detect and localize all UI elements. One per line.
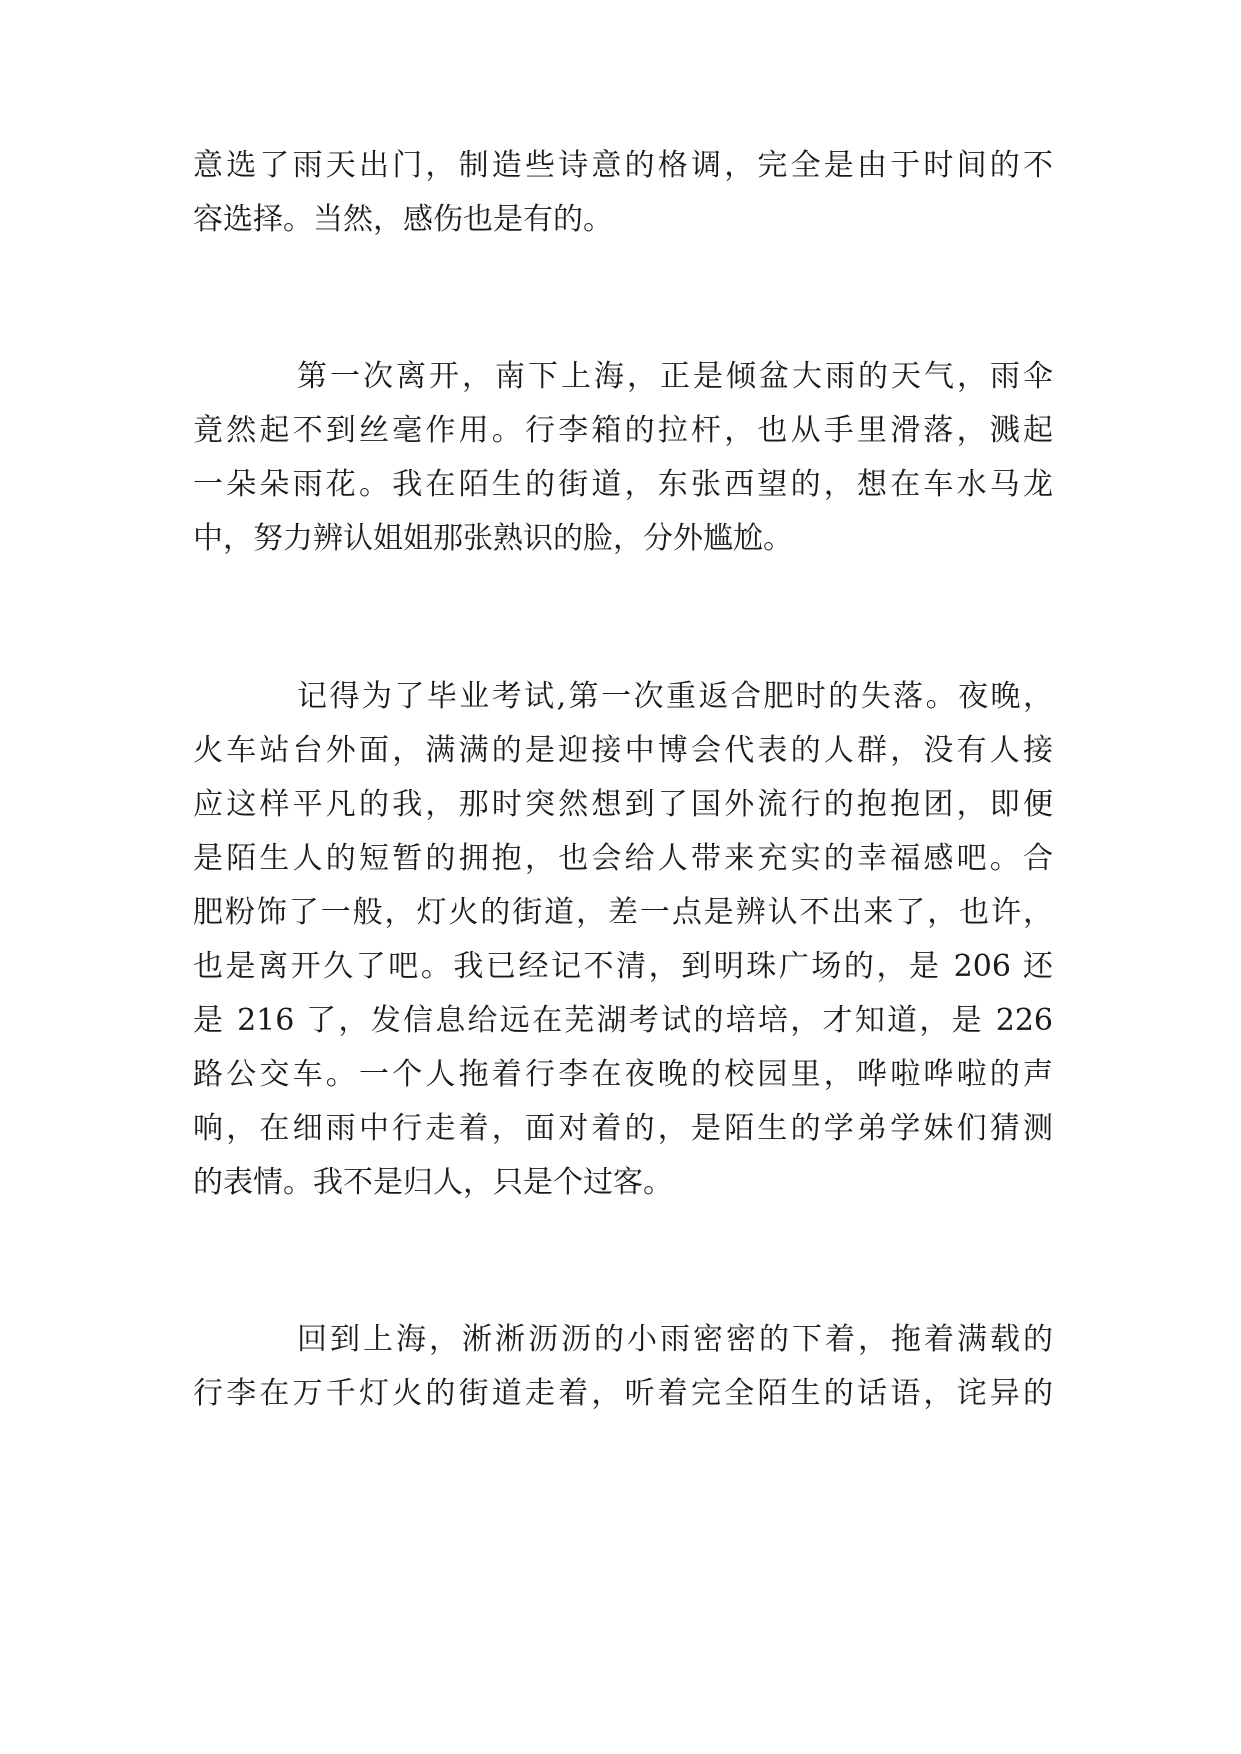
text-line: 应这样平凡的我，那时突然想到了国外流行的抱抱团，即便 bbox=[193, 787, 1053, 822]
text-line: 的表情。我不是归人，只是个过客。 bbox=[193, 1165, 673, 1200]
text-line: 火车站台外面，满满的是迎接中博会代表的人群，没有人接 bbox=[193, 733, 1053, 768]
text-line: 第一次离开，南下上海，正是倾盆大雨的天气，雨伞 bbox=[297, 359, 1053, 394]
text-line: 记得为了毕业考试,第一次重返合肥时的失落。夜晚， bbox=[297, 679, 1053, 714]
text-line: 响，在细雨中行走着，面对着的，是陌生的学弟学妹们猜测 bbox=[193, 1111, 1053, 1146]
text-line: 是 216 了，发信息给远在芜湖考试的培培，才知道，是 226 bbox=[193, 1003, 1053, 1038]
text-line: 也是离开久了吧。我已经记不清，到明珠广场的，是 206 还 bbox=[193, 949, 1053, 984]
text-line: 路公交车。一个人拖着行李在夜晚的校园里，哗啦哗啦的声 bbox=[193, 1057, 1053, 1092]
text-line: 肥粉饰了一般，灯火的街道，差一点是辨认不出来了，也许， bbox=[193, 895, 1053, 930]
text-line: 容选择。当然，感伤也是有的。 bbox=[193, 202, 613, 237]
text-line: 中，努力辨认姐姐那张熟识的脸，分外尴尬。 bbox=[193, 521, 793, 556]
text-line: 是陌生人的短暂的拥抱，也会给人带来充实的幸福感吧。合 bbox=[193, 841, 1053, 876]
text-line: 行李在万千灯火的街道走着，听着完全陌生的话语，诧异的 bbox=[193, 1376, 1053, 1411]
text-line: 回到上海，淅淅沥沥的小雨密密的下着，拖着满载的 bbox=[297, 1322, 1053, 1357]
text-line: 一朵朵雨花。我在陌生的街道，东张西望的，想在车水马龙 bbox=[193, 467, 1053, 502]
text-line: 意选了雨天出门，制造些诗意的格调，完全是由于时间的不 bbox=[193, 148, 1053, 183]
text-line: 竟然起不到丝毫作用。行李箱的拉杆，也从手里滑落，溅起 bbox=[193, 413, 1053, 448]
